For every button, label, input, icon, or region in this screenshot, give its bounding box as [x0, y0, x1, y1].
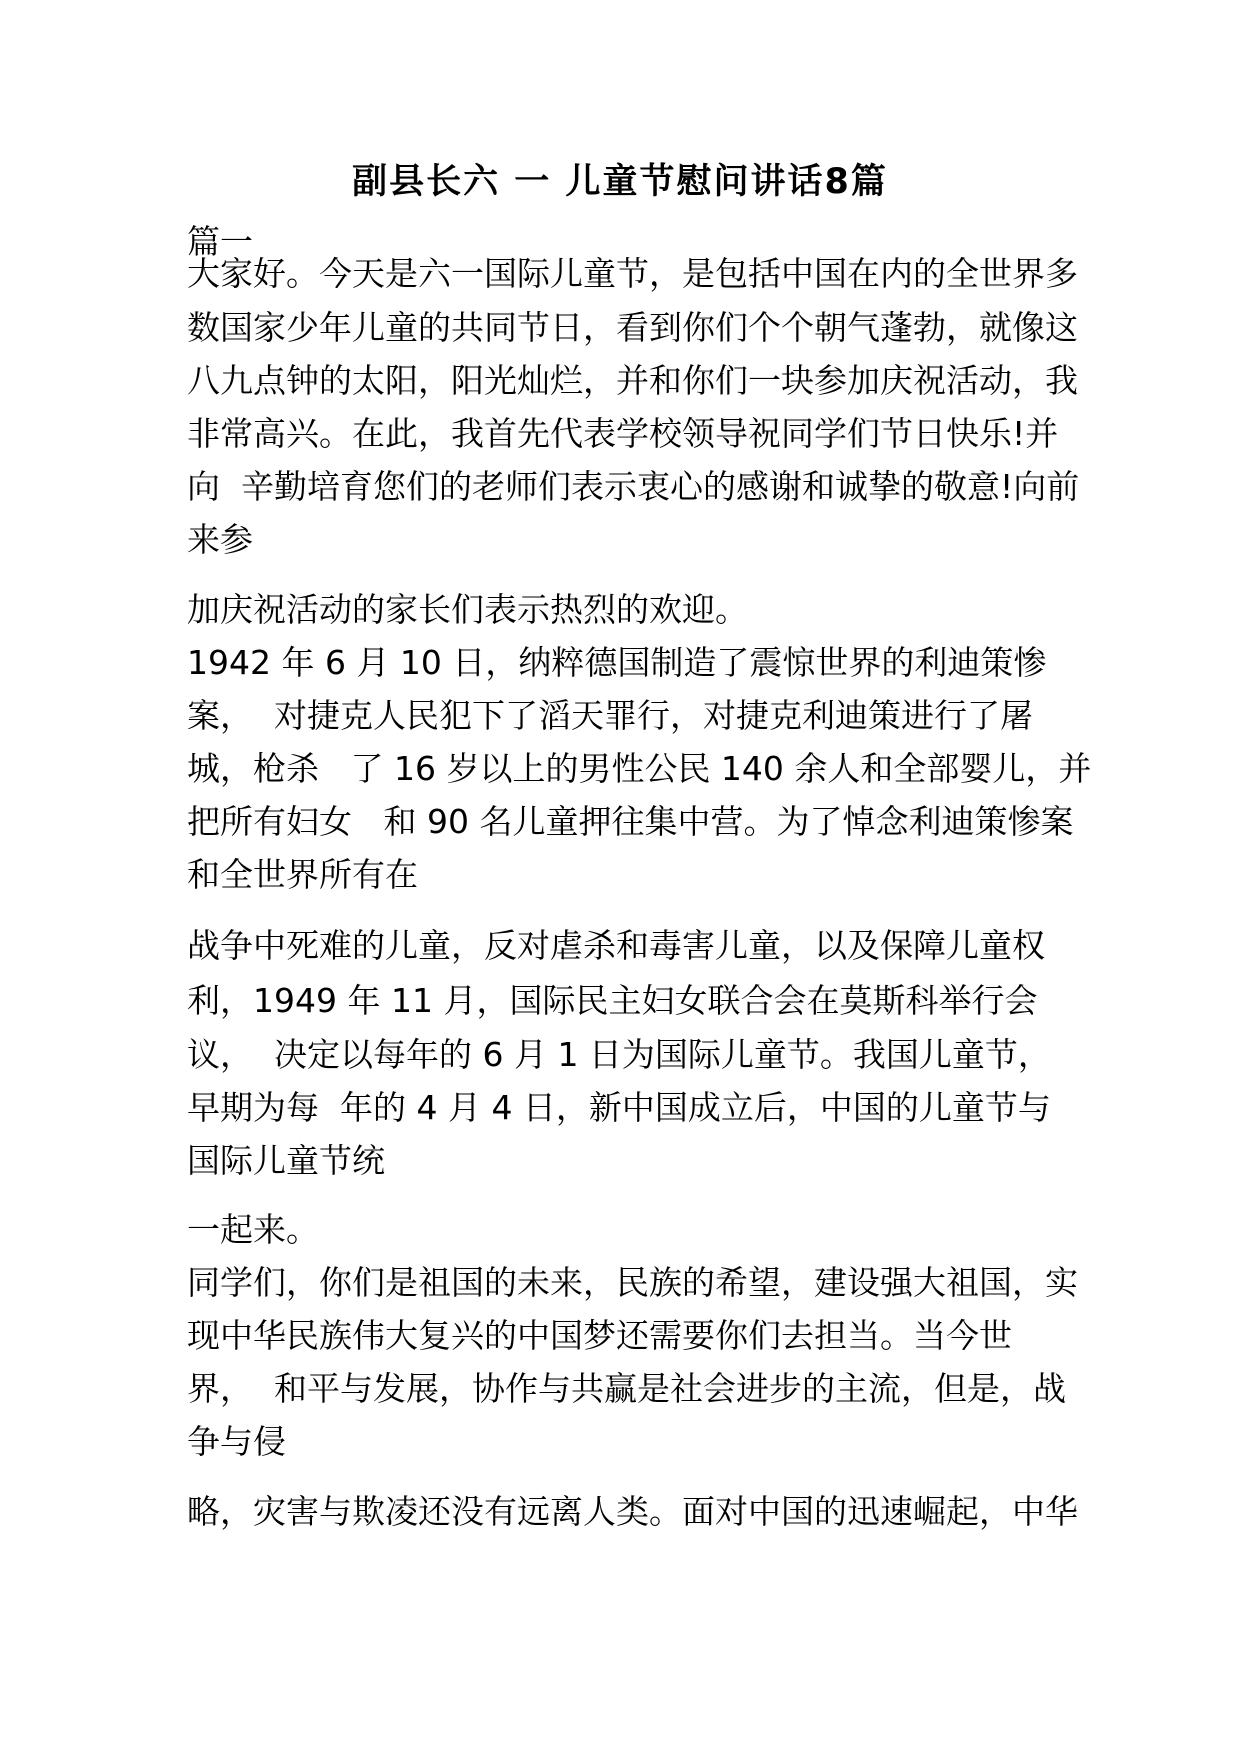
paragraph-line: 战争中死难的儿童，反对虐杀和毒害儿童，以及保障儿童权	[187, 926, 1045, 965]
paragraph-line: 议， 决定以每年的 6 月 1 日为国际儿童节。我国儿童节，	[187, 1035, 1051, 1074]
paragraph-line: 加庆祝活动的家长们表示热烈的欢迎。	[187, 590, 748, 629]
paragraph-line: 非常高兴。在此，我首先代表学校领导祝同学们节日快乐!并	[187, 414, 1059, 453]
paragraph-line: 略，灾害与欺凌还没有远离人类。面对中国的迅速崛起，中华	[187, 1492, 1078, 1531]
paragraph-line: 案， 对捷克人民犯下了滔天罪行，对捷克利迪策进行了屠	[187, 696, 1033, 735]
paragraph-line: 一起来。	[187, 1210, 319, 1249]
paragraph-line: 来参	[187, 520, 253, 559]
paragraph-line: 八九点钟的太阳，阳光灿烂，并和你们一块参加庆祝活动，我	[187, 361, 1078, 400]
paragraph-line: 把所有妇女 和 90 名儿童押往集中营。为了悼念利迪策惨案	[187, 802, 1074, 841]
section-heading: 篇一	[187, 222, 253, 261]
paragraph-line: 争与侵	[187, 1422, 286, 1461]
paragraph-line: 界， 和平与发展，协作与共赢是社会进步的主流，但是，战	[187, 1369, 1066, 1408]
paragraph-line: 向 辛勤培育您们的老师们表示衷心的感谢和诚挚的敬意!向前	[187, 467, 1080, 506]
document-title: 副县长六 一 儿童节慰问讲话8篇	[352, 162, 888, 202]
paragraph-line: 早期为每 年的 4 月 4 日，新中国成立后，中国的儿童节与	[187, 1088, 1051, 1127]
paragraph-line: 1942 年 6 月 10 日，纳粹德国制造了震惊世界的利迪策惨	[187, 643, 1047, 682]
paragraph-line: 同学们，你们是祖国的未来，民族的希望，建设强大祖国，实	[187, 1263, 1078, 1302]
paragraph-line: 现中华民族伟大复兴的中国梦还需要你们去担当。当今世	[187, 1316, 1012, 1355]
paragraph-line: 城，枪杀 了 16 岁以上的男性公民 140 余人和全部婴儿，并	[187, 749, 1092, 788]
paragraph-line: 数国家少年儿童的共同节日，看到你们个个朝气蓬勃，就像这	[187, 308, 1078, 347]
paragraph-line: 国际儿童节统	[187, 1141, 385, 1180]
paragraph-line: 大家好。今天是六一国际儿童节，是包括中国在内的全世界多	[187, 254, 1078, 293]
paragraph-line: 利，1949 年 11 月，国际民主妇女联合会在莫斯科举行会	[187, 981, 1038, 1020]
paragraph-line: 和全世界所有在	[187, 855, 418, 894]
